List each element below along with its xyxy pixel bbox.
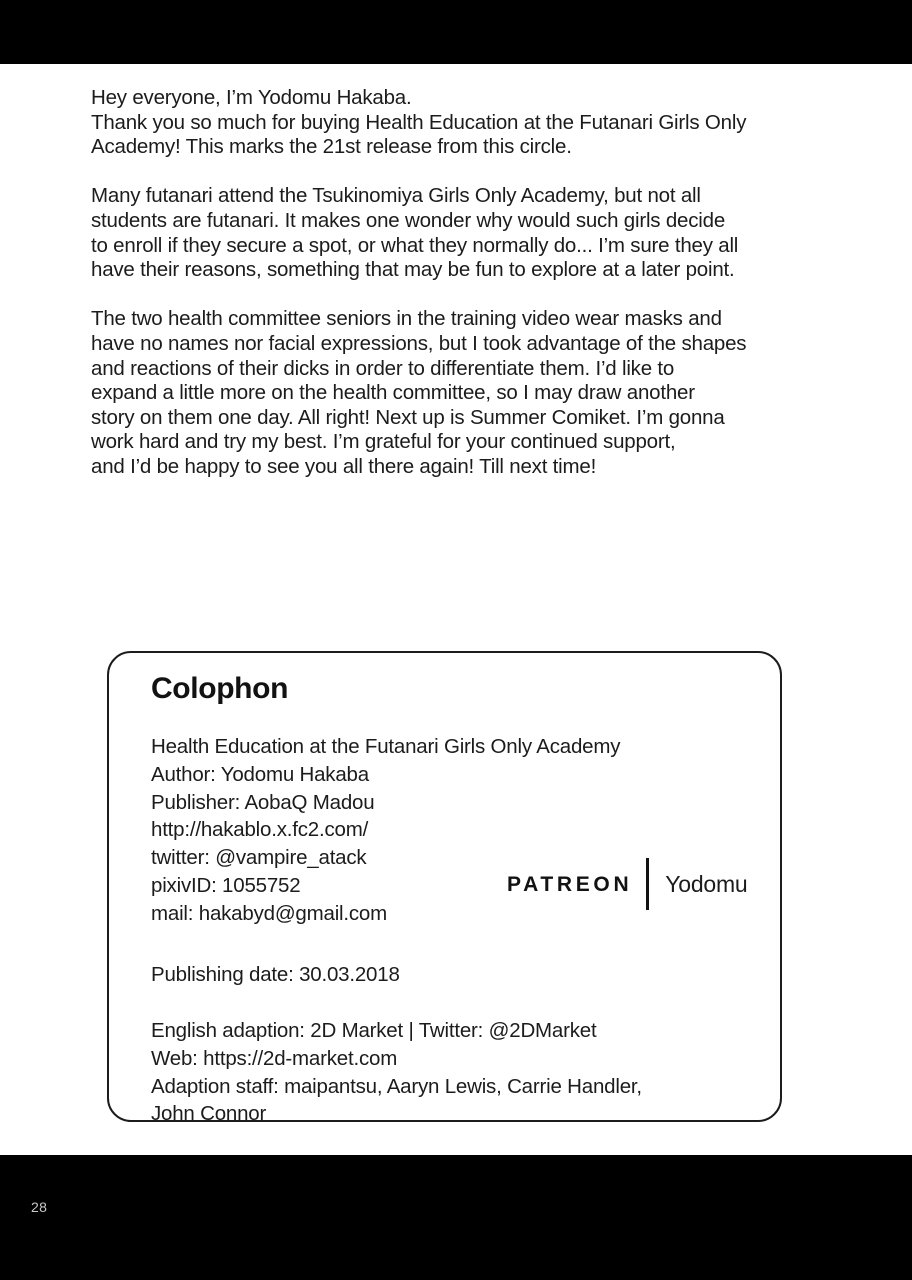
afterword-line: story on them one day. All right! Next up is Summer Comiket. I’m gonna (91, 405, 725, 429)
colophon-adaption-block (151, 1017, 751, 1128)
colophon-mail[interactable]: mail: hakabyd@gmail.com (151, 901, 387, 925)
afterword-line: Thank you so much for buying Health Education at the Futanari Girls Only (91, 110, 747, 134)
afterword-paragraph (91, 86, 821, 160)
afterword-line: students are futanari. It makes one wonder why would such girls decide (91, 208, 726, 232)
afterword-paragraph (91, 184, 821, 282)
page-number: 28 (31, 1199, 48, 1215)
afterword-line: have their reasons, something that may be fun to explore at a later point. (91, 258, 735, 282)
afterword-line: to enroll if they secure a spot, or what they normally do... I’m sure they all (91, 233, 739, 257)
afterword-line: Hey everyone, I’m Yodomu Hakaba. (91, 86, 412, 109)
colophon-panel (107, 651, 782, 1126)
afterword-line: expand a little more on the health committee, so I may draw another (91, 381, 695, 405)
colophon-twitter[interactable]: twitter: @vampire_atack (151, 846, 367, 870)
afterword-paragraph (91, 307, 821, 479)
afterword-line: and reactions of their dicks in order to differentiate them. I’d like to (91, 356, 675, 380)
vertical-divider-icon (646, 858, 649, 910)
colophon-date-block (151, 961, 400, 989)
letterbox-band-top (0, 0, 912, 64)
afterword-line: Many futanari attend the Tsukinomiya Girls Only Academy, but not all (91, 184, 701, 208)
afterword-text (91, 86, 821, 480)
patreon-lockup[interactable] (507, 858, 747, 910)
colophon-adaption-staff: Adaption staff: maipantsu, Aaryn Lewis, Carrie Handler, (151, 1074, 642, 1098)
patreon-handle: Yodomu (665, 870, 748, 897)
afterword-line: The two health committee seniors in the training video wear masks and (91, 307, 722, 331)
colophon-website[interactable]: http://hakablo.x.fc2.com/ (151, 818, 369, 842)
afterword-line: and I’d be happy to see you all there again! Till next time! (91, 454, 597, 478)
colophon-pixiv-id: pixivID: 1055752 (151, 873, 301, 897)
colophon-adaption-staff-cont: John Connor (151, 1102, 267, 1126)
afterword-line: Academy! This marks the 21st release from this circle. (91, 135, 572, 159)
colophon-english-adaption: English adaption: 2D Market | Twitter: @2DMarket (151, 1019, 597, 1042)
colophon-work-title: Health Education at the Futanari Girls Only Academy (151, 735, 621, 758)
afterword-line: have no names nor facial expressions, but I took advantage of the shapes (91, 331, 747, 355)
colophon-adaption-web[interactable]: Web: https://2d-market.com (151, 1046, 398, 1070)
letterbox-band-bottom (0, 1155, 912, 1280)
colophon-publishing-date: Publishing date: 30.03.2018 (151, 963, 400, 986)
colophon-heading: Colophon (151, 672, 289, 705)
afterword-line: work hard and try my best. I’m grateful for your continued support, (91, 430, 676, 454)
colophon-publisher: Publisher: AobaQ Madou (151, 790, 375, 814)
page-sheet (0, 64, 912, 1155)
colophon-author: Author: Yodomu Hakaba (151, 762, 369, 786)
patreon-wordmark: PATREON (507, 872, 633, 896)
